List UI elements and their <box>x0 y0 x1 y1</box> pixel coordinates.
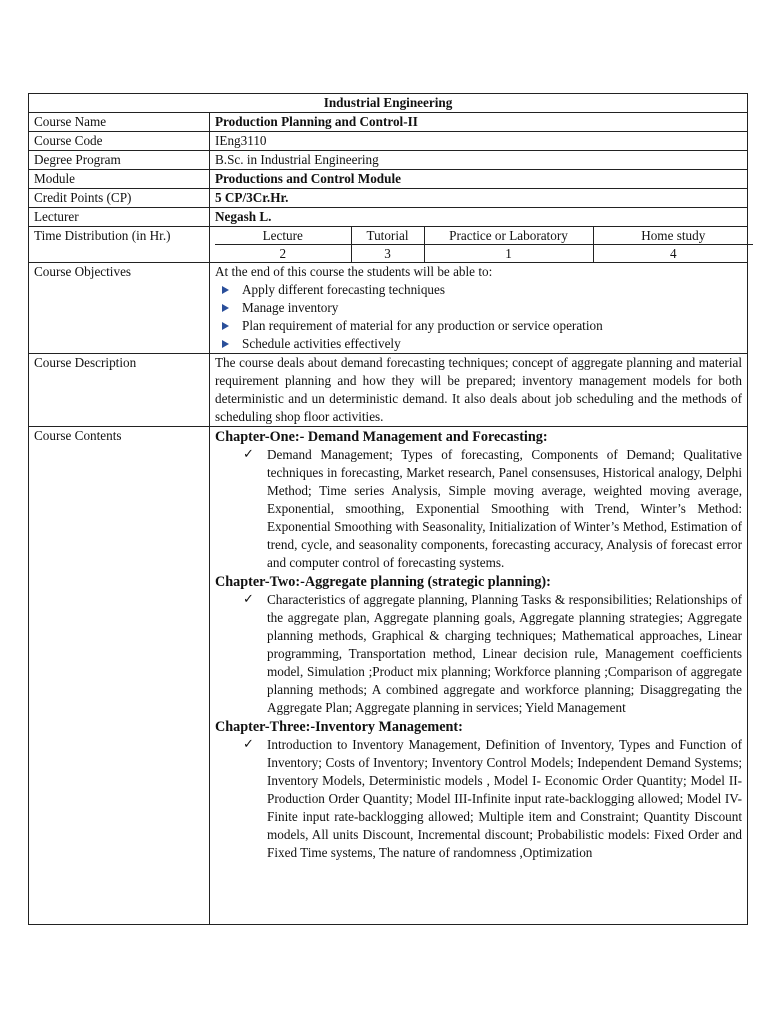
course-code-label: Course Code <box>29 132 210 151</box>
arrow-bullet-icon <box>222 322 229 330</box>
degree-program-row <box>29 151 748 170</box>
chapter-three-text: Introduction to Inventory Management, Definition of Inventory, Types and Function of Inventory; Costs of Inventory; Inventory Control Models; Independent Demand Systems; Inventory Models, Deterministic models , Model I- Economic Order Quantity; Model II- Production Order Quantity; Model III-Infinite input rate-backlogging allowed; Model IV-Finite input rate-backlogging allowed; Multiple item and Constraint; Quantity Discount models, All units Discount, Incremental discount; Probabilistic models: Fixed Order and Fixed Time systems, The nature of randomness ,Optimization <box>267 737 743 860</box>
objectives-cell <box>210 263 748 354</box>
time-distribution-table <box>215 227 753 262</box>
chapter-one-title: Chapter-One:- Demand Management and Forecasting: <box>215 429 548 445</box>
course-code-value: IEng3110 <box>210 132 748 151</box>
objectives-label: Course Objectives <box>29 263 210 354</box>
time-distribution-cell <box>210 227 748 263</box>
module-label: Module <box>29 170 210 189</box>
credit-points-row <box>29 189 748 208</box>
contents-cell <box>210 427 748 925</box>
time-header-lecture: Lecture <box>215 227 351 245</box>
lecturer-row <box>29 208 748 227</box>
time-value-tutorial: 3 <box>351 245 424 263</box>
time-header-tutorial: Tutorial <box>351 227 424 245</box>
objectives-list <box>215 281 742 353</box>
objectives-intro: At the end of this course the students will be able to: <box>215 264 493 279</box>
module-value: Productions and Control Module <box>210 170 748 189</box>
chapter-two-item <box>215 591 742 717</box>
time-header-practice: Practice or Laboratory <box>424 227 593 245</box>
contents-body <box>215 427 742 924</box>
checkmark-icon: ✓ <box>243 447 254 462</box>
degree-program-value: B.Sc. in Industrial Engineering <box>210 151 748 170</box>
time-distribution-header-row <box>215 227 753 245</box>
chapter-one-text: Demand Management; Types of forecasting, Components of Demand; Qualitative techniques in forecasting, Market research, Panel consensuses, Historical analogy, Delphi Method; Time series Analysis, Simple moving average, weighted moving average, Exponential, smoothing, Exponential Smoothing with Trend, Winter’s Method: Exponential Smoothing with Seasonality, Initialization of Winter’s Method, Estimation of trend, cycle, and seasonality components, forecasting accuracy, Analysis of forecast error and computer control of forecasting systems. <box>267 447 743 570</box>
list-item <box>215 317 742 335</box>
description-text: The course deals about demand forecasting techniques; concept of aggregate planning and material requirement planning and how they will be prepared; inventory management models for both deterministic and un deterministic demand. It also deals about job scheduling and the methods of scheduling shop floor activities. <box>210 354 748 427</box>
table-title: Industrial Engineering <box>29 94 748 113</box>
time-distribution-value-row <box>215 245 753 263</box>
objective-text: Manage inventory <box>242 300 339 315</box>
objective-text: Plan requirement of material for any production or service operation <box>242 318 603 333</box>
credit-points-value: 5 CP/3Cr.Hr. <box>210 189 748 208</box>
time-distribution-label: Time Distribution (in Hr.) <box>29 227 210 263</box>
time-value-practice: 1 <box>424 245 593 263</box>
lecturer-label: Lecturer <box>29 208 210 227</box>
contents-row <box>29 427 748 925</box>
objective-text: Schedule activities effectively <box>242 336 401 351</box>
course-name-row <box>29 113 748 132</box>
arrow-bullet-icon <box>222 304 229 312</box>
list-item <box>215 281 742 299</box>
objectives-row <box>29 263 748 354</box>
course-name-value: Production Planning and Control-II <box>210 113 748 132</box>
checkmark-icon: ✓ <box>243 737 254 752</box>
module-row <box>29 170 748 189</box>
checkmark-icon: ✓ <box>243 592 254 607</box>
time-value-home-study: 4 <box>593 245 753 263</box>
time-header-home-study: Home study <box>593 227 753 245</box>
lecturer-value: Negash L. <box>210 208 748 227</box>
chapter-three-item <box>215 736 742 862</box>
chapter-two-title: Chapter-Two:-Aggregate planning (strategic planning): <box>215 574 551 590</box>
chapter-three-title: Chapter-Three:-Inventory Management: <box>215 719 463 735</box>
credit-points-label: Credit Points (CP) <box>29 189 210 208</box>
description-label: Course Description <box>29 354 210 427</box>
course-syllabus-table <box>28 93 748 925</box>
degree-program-label: Degree Program <box>29 151 210 170</box>
title-row <box>29 94 748 113</box>
description-row <box>29 354 748 427</box>
arrow-bullet-icon <box>222 340 229 348</box>
arrow-bullet-icon <box>222 286 229 294</box>
list-item <box>215 299 742 317</box>
contents-label: Course Contents <box>29 427 210 925</box>
time-value-lecture: 2 <box>215 245 351 263</box>
chapter-two-text: Characteristics of aggregate planning, Planning Tasks & responsibilities; Relationships of the aggregate plan, Aggregate planning goals, Aggregate planning strategies; Aggregate planning methods, Graphical & charging techniques; Mathematical approaches, Linear programming, Transportation method, Linear decision rule, Management coefficients model, Simulation ;Product mix planning; Workforce planning ;Comparison of aggregate planning methods; A combined aggregate and workforce planning; Disaggregating the Aggregate Plan; Aggregate planning in services; Yield Management <box>267 592 743 715</box>
course-name-label: Course Name <box>29 113 210 132</box>
course-code-row <box>29 132 748 151</box>
list-item <box>215 335 742 353</box>
time-distribution-row <box>29 227 748 263</box>
objective-text: Apply different forecasting techniques <box>242 282 445 297</box>
chapter-one-item <box>215 446 742 572</box>
